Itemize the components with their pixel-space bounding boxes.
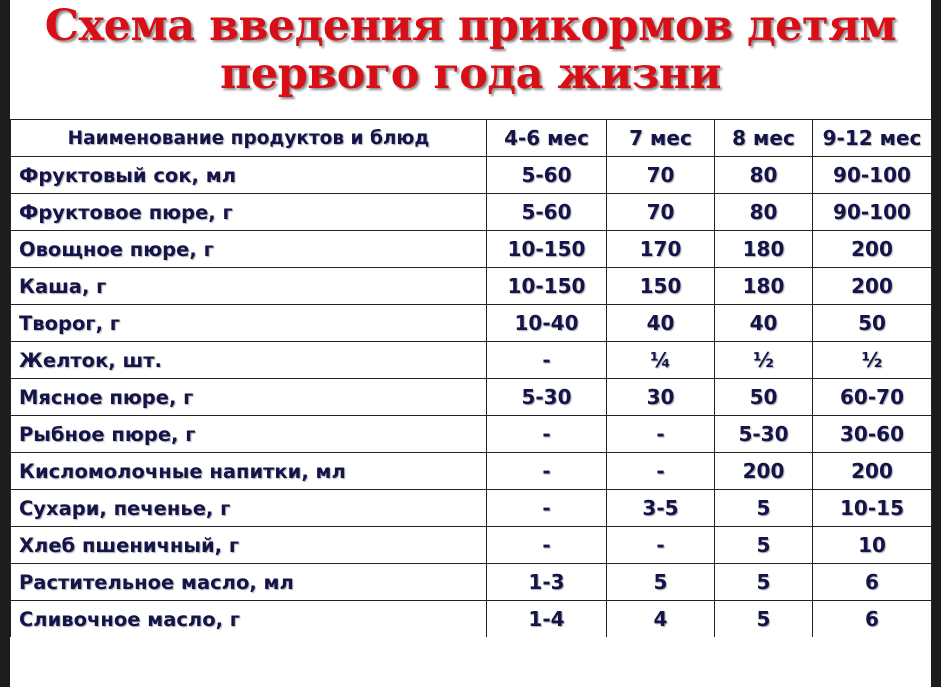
amount-cell: 200 [813,268,932,305]
amount-cell: 90-100 [813,194,932,231]
title-line-2: первого года жизни [219,49,722,99]
amount-cell: 1-4 [487,601,607,638]
table-row [11,453,932,490]
product-name-cell: Овощное пюре, г [11,231,487,268]
table-row [11,379,932,416]
table-header-row [11,120,932,157]
amount-cell: 150 [607,268,715,305]
amount-cell: - [487,453,607,490]
table-row [11,527,932,564]
product-name-cell: Сухари, печенье, г [11,490,487,527]
amount-cell: - [487,527,607,564]
amount-cell: 30-60 [813,416,932,453]
amount-cell: 180 [715,268,813,305]
table-row [11,490,932,527]
amount-cell: 5 [607,564,715,601]
bottom-margin [10,637,931,687]
feeding-schedule-table [10,119,932,638]
amount-cell: 50 [715,379,813,416]
amount-cell: 30 [607,379,715,416]
amount-cell: 40 [715,305,813,342]
product-name-cell: Сливочное масло, г [11,601,487,638]
amount-cell: 5 [715,490,813,527]
amount-cell: - [607,527,715,564]
table-row [11,231,932,268]
amount-cell: 50 [813,305,932,342]
amount-cell: - [487,342,607,379]
amount-cell: 5 [715,564,813,601]
product-name-cell: Растительное масло, мл [11,564,487,601]
amount-cell: 5 [715,527,813,564]
table-row [11,342,932,379]
amount-cell: - [607,453,715,490]
amount-cell: 70 [607,157,715,194]
table-row [11,268,932,305]
column-header-4-6-months: 4-6 мес [487,120,607,157]
amount-cell: ½ [715,342,813,379]
amount-cell: 10-150 [487,231,607,268]
product-name-cell: Фруктовый сок, мл [11,157,487,194]
amount-cell: - [487,490,607,527]
amount-cell: 10-150 [487,268,607,305]
table-row [11,564,932,601]
product-name-cell: Каша, г [11,268,487,305]
right-frame [931,0,941,687]
amount-cell: 4 [607,601,715,638]
amount-cell: 10-15 [813,490,932,527]
column-header-7-months: 7 мес [607,120,715,157]
amount-cell: 70 [607,194,715,231]
amount-cell: 80 [715,194,813,231]
left-frame [0,0,10,687]
product-name-cell: Творог, г [11,305,487,342]
product-name-cell: Кисломолочные напитки, мл [11,453,487,490]
amount-cell: 5 [715,601,813,638]
amount-cell: - [607,416,715,453]
amount-cell: ¼ [607,342,715,379]
amount-cell: 40 [607,305,715,342]
amount-cell: 5-30 [487,379,607,416]
column-header-8-months: 8 мес [715,120,813,157]
table-row [11,305,932,342]
product-name-cell: Мясное пюре, г [11,379,487,416]
amount-cell: 90-100 [813,157,932,194]
amount-cell: 1-3 [487,564,607,601]
amount-cell: 10-40 [487,305,607,342]
table-row [11,157,932,194]
product-name-cell: Рыбное пюре, г [11,416,487,453]
amount-cell: 10 [813,527,932,564]
amount-cell: - [487,416,607,453]
table-row [11,194,932,231]
amount-cell: 180 [715,231,813,268]
title-line-1: Схема введения прикормов детям [44,1,897,51]
amount-cell: 80 [715,157,813,194]
amount-cell: 6 [813,564,932,601]
table-body [11,157,932,638]
amount-cell: 5-60 [487,157,607,194]
product-name-cell: Фруктовое пюре, г [11,194,487,231]
column-header-product: Наименование продуктов и блюд [11,120,487,157]
amount-cell: 200 [813,453,932,490]
amount-cell: 170 [607,231,715,268]
amount-cell: ½ [813,342,932,379]
page-title [10,2,931,98]
amount-cell: 60-70 [813,379,932,416]
column-header-9-12-months: 9-12 мес [813,120,932,157]
amount-cell: 5-30 [715,416,813,453]
table-row [11,601,932,638]
amount-cell: 200 [715,453,813,490]
amount-cell: 5-60 [487,194,607,231]
amount-cell: 6 [813,601,932,638]
product-name-cell: Желток, шт. [11,342,487,379]
product-name-cell: Хлеб пшеничный, г [11,527,487,564]
amount-cell: 200 [813,231,932,268]
table-row [11,416,932,453]
amount-cell: 3-5 [607,490,715,527]
